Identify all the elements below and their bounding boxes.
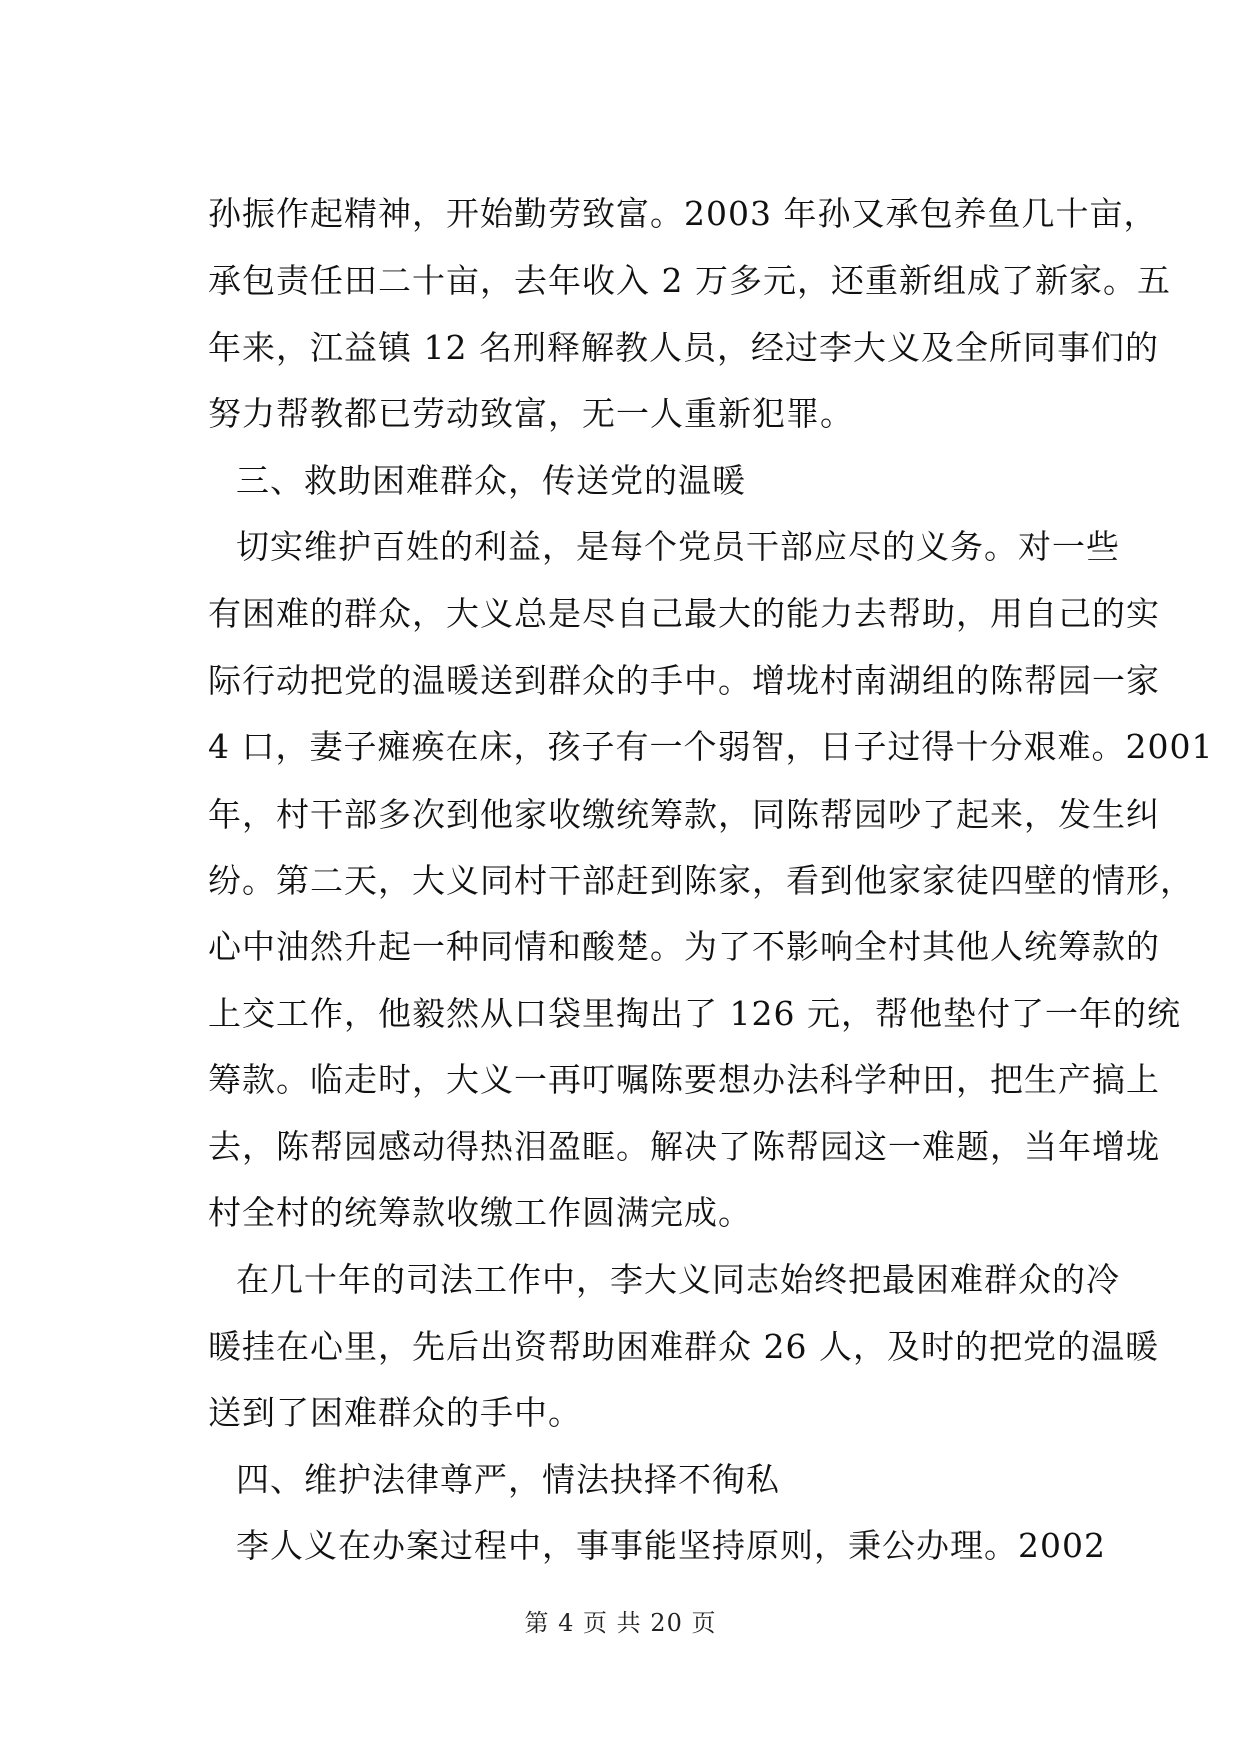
page-number-footer: 第 4 页 共 20 页 [524,1609,717,1637]
body-text-line: 送到了困难群众的手中。 [208,1393,582,1432]
body-text-line: 努力帮教都已劳动致富，无一人重新犯罪。 [208,394,854,433]
section-heading: 四、维护法律尊严，情法抉择不徇私 [236,1460,780,1499]
body-text-line: 际行动把党的温暖送到群众的手中。增垅村南湖组的陈帮园一家 [208,661,1160,700]
body-text-line: 在几十年的司法工作中，李大义同志始终把最困难群众的冷 [236,1260,1120,1299]
body-text-line: 年，村干部多次到他家收缴统筹款，同陈帮园吵了起来，发生纠 [208,795,1160,834]
body-text-line: 年来，江益镇 12 名刑释解教人员，经过李大义及全所同事们的 [208,328,1159,367]
body-text-line: 切实维护百姓的利益，是每个党员干部应尽的义务。对一些 [236,527,1120,566]
body-text-line: 筹款。临走时，大义一再叮嘱陈要想办法科学种田，把生产搞上 [208,1060,1160,1099]
body-text-line: 承包责任田二十亩，去年收入 2 万多元，还重新组成了新家。五 [208,261,1171,300]
body-text-line: 暖挂在心里，先后出资帮助困难群众 26 人，及时的把党的温暖 [208,1327,1159,1366]
body-text-line: 纷。第二天，大义同村干部赶到陈家，看到他家家徒四壁的情形， [208,861,1194,900]
body-text-line: 李人义在办案过程中，事事能坚持原则，秉公办理。2002 [236,1526,1106,1565]
body-text-line: 4 口，妻子瘫痪在床，孩子有一个弱智，日子过得十分艰难。2001 [208,727,1214,766]
body-text-line: 心中油然升起一种同情和酸楚。为了不影响全村其他人统筹款的 [208,927,1160,966]
body-text-line: 去，陈帮园感动得热泪盈眶。解决了陈帮园这一难题，当年增垅 [208,1127,1160,1166]
body-text-line: 上交工作，他毅然从口袋里掏出了 126 元，帮他垫付了一年的统 [208,994,1181,1033]
section-heading: 三、救助困难群众，传送党的温暖 [236,461,746,500]
body-text-line: 村全村的统筹款收缴工作圆满完成。 [208,1193,752,1232]
body-text-line: 有困难的群众，大义总是尽自己最大的能力去帮助，用自己的实 [208,594,1160,633]
body-text-line: 孙振作起精神，开始勤劳致富。2003 年孙又承包养鱼几十亩， [208,194,1158,233]
